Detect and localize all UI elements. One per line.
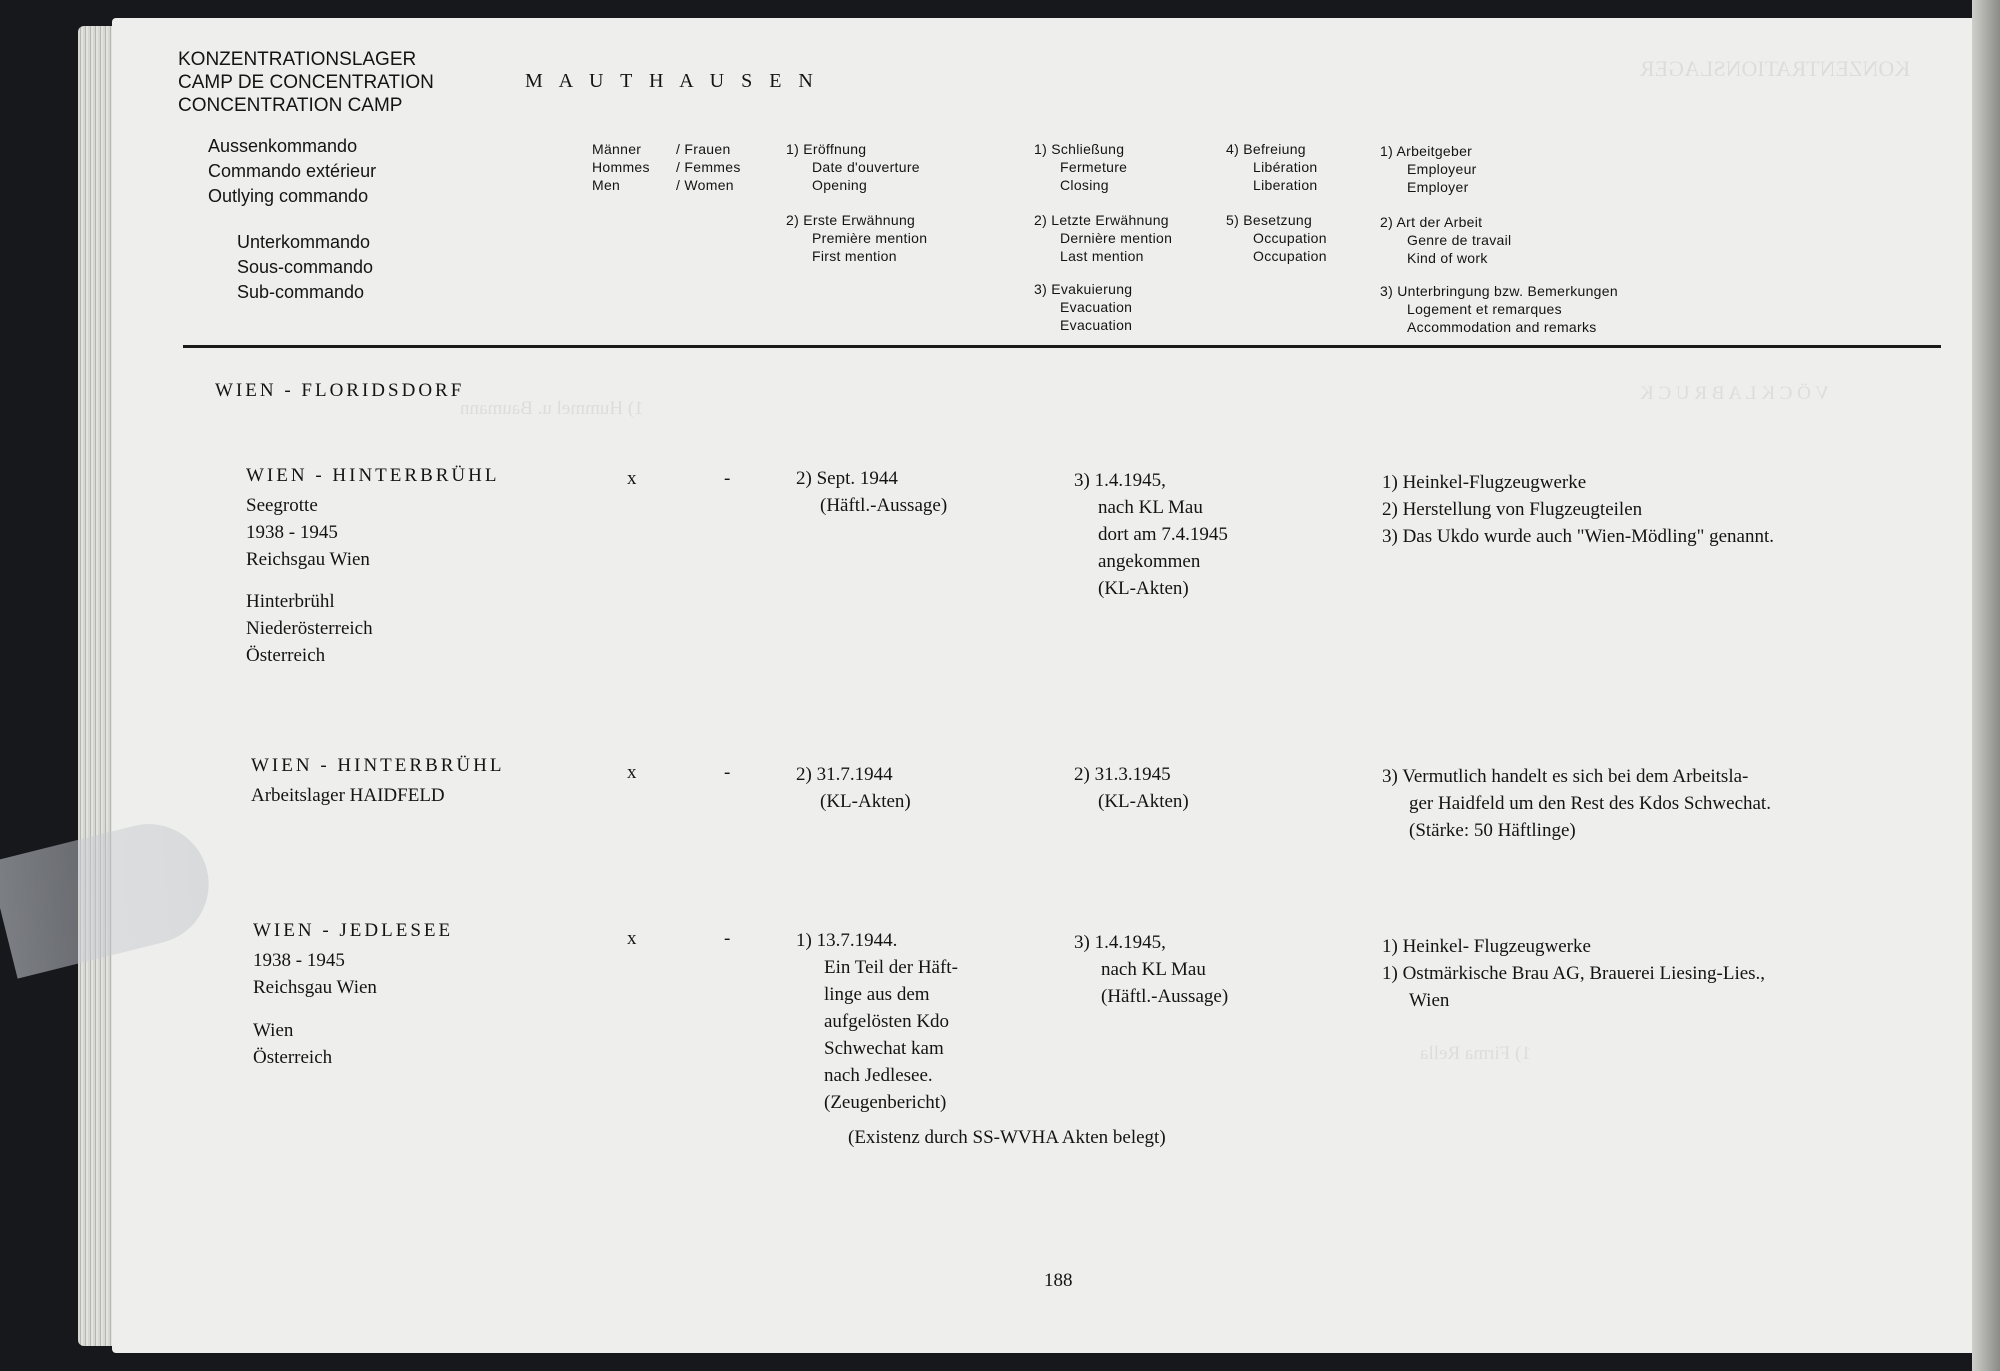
col-work-en: Kind of work [1407, 250, 1488, 266]
detail-line: 1938 - 1945 [246, 522, 338, 543]
men-mark: x [627, 928, 637, 949]
col-header-men [592, 140, 650, 194]
col-liberation-fr: Libération [1253, 159, 1318, 175]
note-line: 1) Ostmärkische Brau AG, Brauerei Liesing-Lies., [1382, 963, 1766, 984]
col-last-en: Last mention [1060, 248, 1144, 264]
women-mark: - [724, 928, 731, 949]
location-line: Österreich [246, 645, 326, 666]
col-employer-en: Employer [1407, 179, 1469, 195]
col-employer-fr: Employeur [1407, 161, 1477, 177]
entry-hinterbruehl-seegrotte-location [246, 588, 373, 669]
opening-line: Schwechat kam [824, 1038, 944, 1059]
opening-line: 2) Sept. 1944 [796, 468, 898, 489]
col-women-fr: / Femmes [676, 159, 741, 175]
col-men-de: Männer [592, 141, 642, 157]
closing-line: angekommen [1098, 551, 1201, 572]
outlying-commando-label [208, 134, 376, 209]
entry-hinterbruehl-haidfeld-opening [796, 761, 911, 815]
col-header-first-mention [786, 211, 927, 265]
entry-hinterbruehl-haidfeld-name: WIEN - HINTERBRÜHL [251, 755, 505, 776]
page-number: 188 [1044, 1270, 1073, 1291]
men-mark: x [627, 762, 637, 783]
outlying-fr: Commando extérieur [208, 161, 377, 181]
col-work-fr: Genre de travail [1407, 232, 1512, 248]
men-mark: x [627, 468, 637, 489]
entry-hinterbruehl-seegrotte-closing [1074, 467, 1228, 602]
col-women-en: / Women [676, 177, 734, 193]
col-header-employer [1380, 142, 1477, 196]
col-last-de: 2) Letzte Erwähnung [1034, 212, 1169, 228]
entry-jedlesee-opening [796, 927, 958, 1116]
opening-line: Ein Teil der Häft- [824, 957, 958, 978]
col-closing-de: 1) Schließung [1034, 141, 1125, 157]
entry-hinterbruehl-seegrotte-name: WIEN - HINTERBRÜHL [246, 465, 500, 486]
opening-line: (Zeugenbericht) [824, 1092, 947, 1113]
note-line: 2) Herstellung von Flugzeugteilen [1382, 499, 1643, 520]
showthrough-text: V Ö C K L A B R U C K [1640, 383, 1829, 404]
col-first-en: First mention [812, 248, 897, 264]
closing-line: dort am 7.4.1945 [1098, 524, 1228, 545]
col-evac-fr: Evacuation [1060, 299, 1133, 315]
col-women-de: / Frauen [676, 141, 731, 157]
closing-line: (Häftl.-Aussage) [1101, 986, 1229, 1007]
showthrough-text: 1) Hummel u. Baumann [460, 398, 644, 419]
sub-de: Unterkommando [237, 232, 371, 252]
opening-line: (KL-Akten) [820, 791, 911, 812]
col-header-kind-of-work [1380, 213, 1511, 267]
detail-line: 1938 - 1945 [253, 950, 345, 971]
closing-line: 3) 1.4.1945, [1074, 470, 1166, 491]
entry-hinterbruehl-seegrotte-notes [1382, 469, 1774, 550]
sub-en: Sub-commando [237, 282, 365, 302]
entry-jedlesee-location [253, 1017, 332, 1071]
note-line: 1) Heinkel-Flugzeugwerke [1382, 472, 1587, 493]
col-header-opening [786, 140, 920, 194]
col-men-en: Men [592, 177, 621, 193]
note-line: 3) Vermutlich handelt es sich bei dem Arbeitsla- [1382, 766, 1749, 787]
entry-hinterbruehl-seegrotte-details [246, 492, 370, 573]
showthrough-text: 1) Firma Rella [1420, 1043, 1531, 1064]
page-gutter-right [1972, 0, 2000, 1371]
col-opening-fr: Date d'ouverture [812, 159, 920, 175]
col-work-de: 2) Art der Arbeit [1380, 214, 1483, 230]
col-liberation-de: 4) Befreiung [1226, 141, 1306, 157]
note-line: 1) Heinkel- Flugzeugwerke [1382, 936, 1591, 957]
camp-title-en: CONCENTRATION CAMP [178, 95, 403, 116]
col-remarks-en: Accommodation and remarks [1407, 319, 1597, 335]
entry-hinterbruehl-haidfeld-details [251, 782, 445, 809]
detail-line: Reichsgau Wien [246, 549, 370, 570]
location-line: Niederösterreich [246, 618, 373, 639]
closing-line: 2) 31.3.1945 [1074, 764, 1171, 785]
opening-line: 2) 31.7.1944 [796, 764, 893, 785]
sub-commando-label [237, 230, 373, 305]
col-last-fr: Dernière mention [1060, 230, 1173, 246]
entry-hinterbruehl-haidfeld-closing [1074, 761, 1189, 815]
opening-line: nach Jedlesee. [824, 1065, 933, 1086]
closing-line: (KL-Akten) [1098, 791, 1189, 812]
entry-jedlesee-name: WIEN - JEDLESEE [253, 920, 454, 941]
detail-line: Arbeitslager HAIDFELD [251, 785, 445, 806]
opening-line: aufgelösten Kdo [824, 1011, 950, 1032]
col-occupation-fr: Occupation [1253, 230, 1327, 246]
entry-hinterbruehl-haidfeld-notes [1382, 763, 1771, 844]
col-header-last-mention [1034, 211, 1172, 265]
location-line: Österreich [253, 1047, 333, 1068]
entry-jedlesee-notes [1382, 933, 1765, 1014]
camp-title-de: KONZENTRATIONSLAGER [178, 49, 417, 70]
note-line: 3) Das Ukdo wurde auch "Wien-Mödling" genannt. [1382, 526, 1775, 547]
col-header-liberation [1226, 140, 1318, 194]
entry-floridsdorf-name: WIEN - FLORIDSDORF [215, 380, 465, 401]
col-opening-en: Opening [812, 177, 868, 193]
col-header-closing [1034, 140, 1127, 194]
closing-line: nach KL Mau [1098, 497, 1203, 518]
col-header-evacuation [1034, 280, 1132, 334]
col-men-fr: Hommes [592, 159, 650, 175]
closing-line: nach KL Mau [1101, 959, 1206, 980]
col-header-women [676, 140, 741, 194]
col-evac-de: 3) Evakuierung [1034, 281, 1133, 297]
col-opening-de: 1) Eröffnung [786, 141, 867, 157]
note-line: Wien [1409, 990, 1450, 1011]
entry-hinterbruehl-seegrotte-opening [796, 465, 947, 519]
entry-jedlesee-closing [1074, 929, 1228, 1010]
col-closing-fr: Fermeture [1060, 159, 1128, 175]
closing-line: 3) 1.4.1945, [1074, 932, 1166, 953]
detail-line: Reichsgau Wien [253, 977, 377, 998]
outlying-en: Outlying commando [208, 186, 369, 206]
col-closing-en: Closing [1060, 177, 1109, 193]
camp-title-block [178, 48, 434, 117]
opening-line: (Häftl.-Aussage) [820, 495, 948, 516]
closing-line: (KL-Akten) [1098, 578, 1189, 599]
women-mark: - [724, 468, 731, 489]
women-mark: - [724, 762, 731, 783]
col-remarks-fr: Logement et remarques [1407, 301, 1562, 317]
entry-jedlesee-opening-evidence: (Existenz durch SS-WVHA Akten belegt) [848, 1127, 1166, 1148]
note-line: (Stärke: 50 Häftlinge) [1409, 820, 1576, 841]
showthrough-text: KONZENTRATIONSLAGER [1640, 56, 1911, 81]
col-occupation-de: 5) Besetzung [1226, 212, 1313, 228]
col-employer-de: 1) Arbeitgeber [1380, 143, 1473, 159]
col-occupation-en: Occupation [1253, 248, 1327, 264]
location-line: Hinterbrühl [246, 591, 335, 612]
col-liberation-en: Liberation [1253, 177, 1318, 193]
outlying-de: Aussenkommando [208, 136, 358, 156]
opening-line: linge aus dem [824, 984, 930, 1005]
entry-jedlesee-details [253, 947, 377, 1001]
col-first-fr: Première mention [812, 230, 928, 246]
camp-title-fr: CAMP DE CONCENTRATION [178, 72, 434, 93]
location-line: Wien [253, 1020, 294, 1041]
col-header-occupation [1226, 211, 1327, 265]
note-line: ger Haidfeld um den Rest des Kdos Schwechat. [1409, 793, 1771, 814]
header-divider [183, 345, 1941, 348]
col-remarks-de: 3) Unterbringung bzw. Bemerkungen [1380, 283, 1618, 299]
detail-line: Seegrotte [246, 495, 318, 516]
opening-line: 1) 13.7.1944. [796, 930, 898, 951]
col-evac-en: Evacuation [1060, 317, 1133, 333]
sub-fr: Sous-commando [237, 257, 374, 277]
col-header-remarks [1380, 282, 1618, 336]
col-first-de: 2) Erste Erwähnung [786, 212, 916, 228]
camp-name: M A U T H A U S E N [525, 70, 819, 92]
